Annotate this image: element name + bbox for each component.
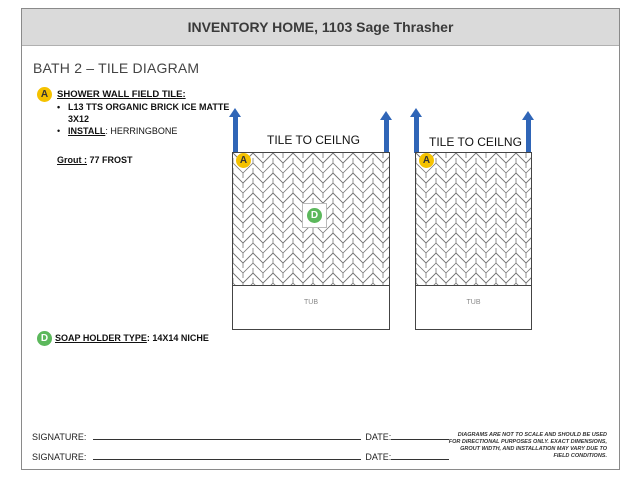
wall1-left-arrow-icon [233,116,238,153]
date-line-1[interactable] [391,431,449,440]
niche-badge-d-icon: D [307,208,322,223]
grout-label: Grout : [57,155,87,165]
wall1-tub-label: TUB [304,299,318,306]
grout-value: 77 FROST [87,155,133,165]
signature-row-1 [32,431,449,442]
wall2-tile-label: TILE TO CEILNG [429,135,522,149]
wall2-right-arrow-icon [526,119,531,153]
spec-a-install-value: : HERRINGBONE [105,126,178,136]
header-title: INVENTORY HOME, 1103 Sage Thrasher [187,19,454,35]
wall2-tub [415,285,532,330]
wall2-tub-label: TUB [466,299,481,306]
wall1-right-arrow-icon [384,119,389,153]
spec-a-install-label: INSTALL [68,126,106,136]
signature-label-2: SIGNATURE: [32,452,87,462]
soap-holder-line [55,333,209,343]
wall2-tile-area [415,152,532,286]
soap-holder-value: : 14X14 NICHE [146,333,209,343]
wall1-tile-label: TILE TO CEILNG [267,133,360,147]
spec-a-item-tile [57,101,232,125]
spec-a-list [57,101,232,137]
section-title: BATH 2 – TILE DIAGRAM [33,60,200,76]
wall2-herringbone-pattern [416,153,532,286]
badge-a-icon: A [37,87,52,102]
date-label-1: DATE: [365,432,392,442]
spec-a-heading-suffix: : [182,89,186,100]
date-line-2[interactable] [391,451,449,460]
wall1-badge-a-icon: A [236,153,251,168]
grout-line [57,155,133,165]
spec-a-heading [57,89,186,100]
wall2-left-arrow-icon [414,116,419,153]
signature-row-2 [32,451,449,462]
signature-line-1[interactable] [93,431,361,440]
spec-a-item-tile-text: L13 TTS ORGANIC BRICK ICE MATTE 3X12 [68,102,230,124]
badge-d-icon: D [37,331,52,346]
signature-line-2[interactable] [93,451,361,460]
wall2-badge-a-icon: A [419,153,434,168]
date-label-2: DATE: [365,452,392,462]
wall1-tub [232,285,390,330]
signature-label-1: SIGNATURE: [32,432,87,442]
disclaimer-text: DIAGRAMS ARE NOT TO SCALE AND SHOULD BE USED FOR DIRECTIONAL PURPOSES ONLY. EXACT DIMENSIONS, GROUT WIDTH, AND INSTALLATION MAY VARY DUE TO FIELD CONDITIONS. [448,432,607,459]
spec-a-heading-text: SHOWER WALL FIELD TILE [57,89,183,100]
soap-holder-label: SOAP HOLDER TYPE [55,333,147,343]
spec-a-item-install [57,125,232,137]
